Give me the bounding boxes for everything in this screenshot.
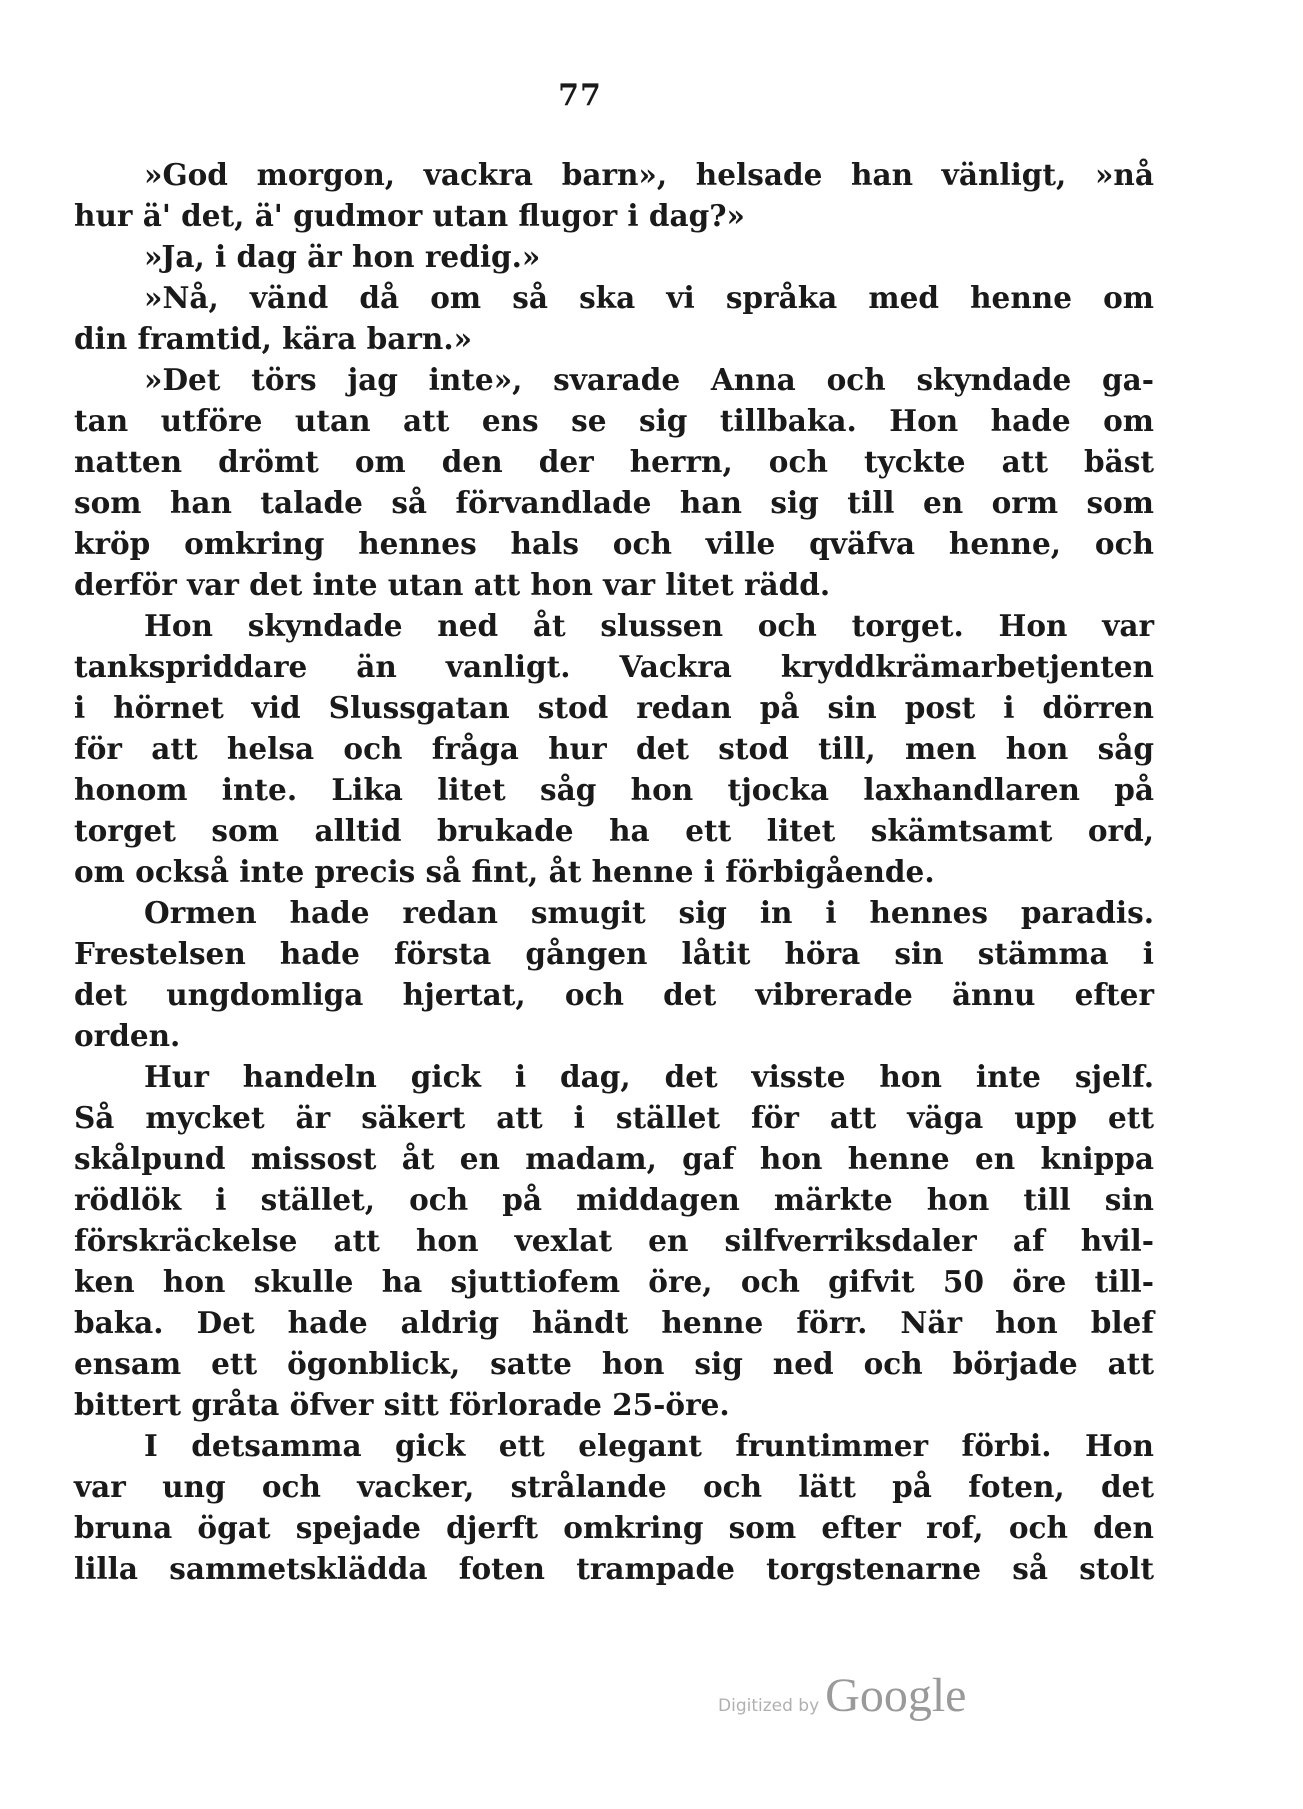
- text-line: »Nå, vänd då om så ska vi språka med henne om: [144, 280, 1154, 315]
- text-line: tan utföre utan att ens se sig tillbaka. Hon hade om: [74, 403, 1154, 438]
- text-line: baka. Det hade aldrig händt henne förr. När hon blef: [74, 1305, 1154, 1340]
- text-line: honom inte. Lika litet såg hon tjocka laxhandlaren på: [74, 772, 1154, 807]
- text-line: ken hon skulle ha sjuttiofem öre, och gifvit 50 öre till-: [74, 1264, 1154, 1299]
- digitized-by-watermark: [718, 1668, 966, 1728]
- text-line: lilla sammetsklädda foten trampade torgstenarne så stolt: [74, 1551, 1154, 1586]
- text-line: »God morgon, vackra barn», helsade han vänligt, »nå: [144, 157, 1154, 192]
- text-line: det ungdomliga hjertat, och det vibrerade ännu efter: [74, 977, 1154, 1012]
- text-line: för att helsa och fråga hur det stod till, men hon såg: [74, 731, 1154, 766]
- text-line: »Ja, i dag är hon redig.»: [144, 239, 541, 274]
- text-line: »Det törs jag inte», svarade Anna och skyndade ga-: [144, 362, 1154, 397]
- text-line: rödlök i stället, och på middagen märkte hon till sin: [74, 1182, 1154, 1217]
- text-line: I detsamma gick ett elegant fruntimmer förbi. Hon: [144, 1428, 1154, 1463]
- text-line: derför var det inte utan att hon var litet rädd.: [74, 567, 831, 602]
- text-line: ensam ett ögonblick, satte hon sig ned och började att: [74, 1346, 1154, 1381]
- text-line: förskräckelse att hon vexlat en silfverriksdaler af hvil-: [74, 1223, 1154, 1258]
- text-line: torget som alltid brukade ha ett litet skämtsamt ord,: [74, 813, 1154, 848]
- text-line: hur ä' det, ä' gudmor utan flugor i dag?»: [74, 198, 745, 233]
- text-line: skålpund missost åt en madam, gaf hon henne en knippa: [74, 1141, 1154, 1176]
- text-line: Frestelsen hade första gången låtit höra sin stämma i: [74, 936, 1154, 971]
- text-line: natten drömt om den der herrn, och tyckte att bäst: [74, 444, 1154, 479]
- google-logo: Google: [825, 1669, 967, 1722]
- text-line: kröp omkring hennes hals och ville qväfva henne, och: [74, 526, 1154, 561]
- text-line: som han talade så förvandlade han sig till en orm som: [74, 485, 1154, 520]
- text-line: Så mycket är säkert att i stället för att väga upp ett: [74, 1100, 1154, 1135]
- text-line: bruna ögat spejade djerft omkring som efter rof, och den: [74, 1510, 1154, 1545]
- text-line: var ung och vacker, strålande och lätt på foten, det: [74, 1469, 1154, 1504]
- text-line: Hur handeln gick i dag, det visste hon inte sjelf.: [144, 1059, 1154, 1094]
- text-line: om också inte precis så fint, åt henne i förbigående.: [74, 854, 935, 889]
- text-line: Ormen hade redan smugit sig in i hennes paradis.: [144, 895, 1154, 930]
- text-line: din framtid, kära barn.»: [74, 321, 473, 356]
- text-line: tankspriddare än vanligt. Vackra kryddkrämarbetjenten: [74, 649, 1154, 684]
- text-line: bittert gråta öfver sitt förlorade 25-öre.: [74, 1387, 730, 1422]
- body-text: [74, 154, 1154, 1589]
- text-line: orden.: [74, 1018, 181, 1053]
- text-line: i hörnet vid Slussgatan stod redan på sin post i dörren: [74, 690, 1154, 725]
- text-line: Hon skyndade ned åt slussen och torget. Hon var: [144, 608, 1154, 643]
- page-number: 77: [558, 78, 602, 113]
- watermark-prefix: Digitized by: [718, 1696, 820, 1716]
